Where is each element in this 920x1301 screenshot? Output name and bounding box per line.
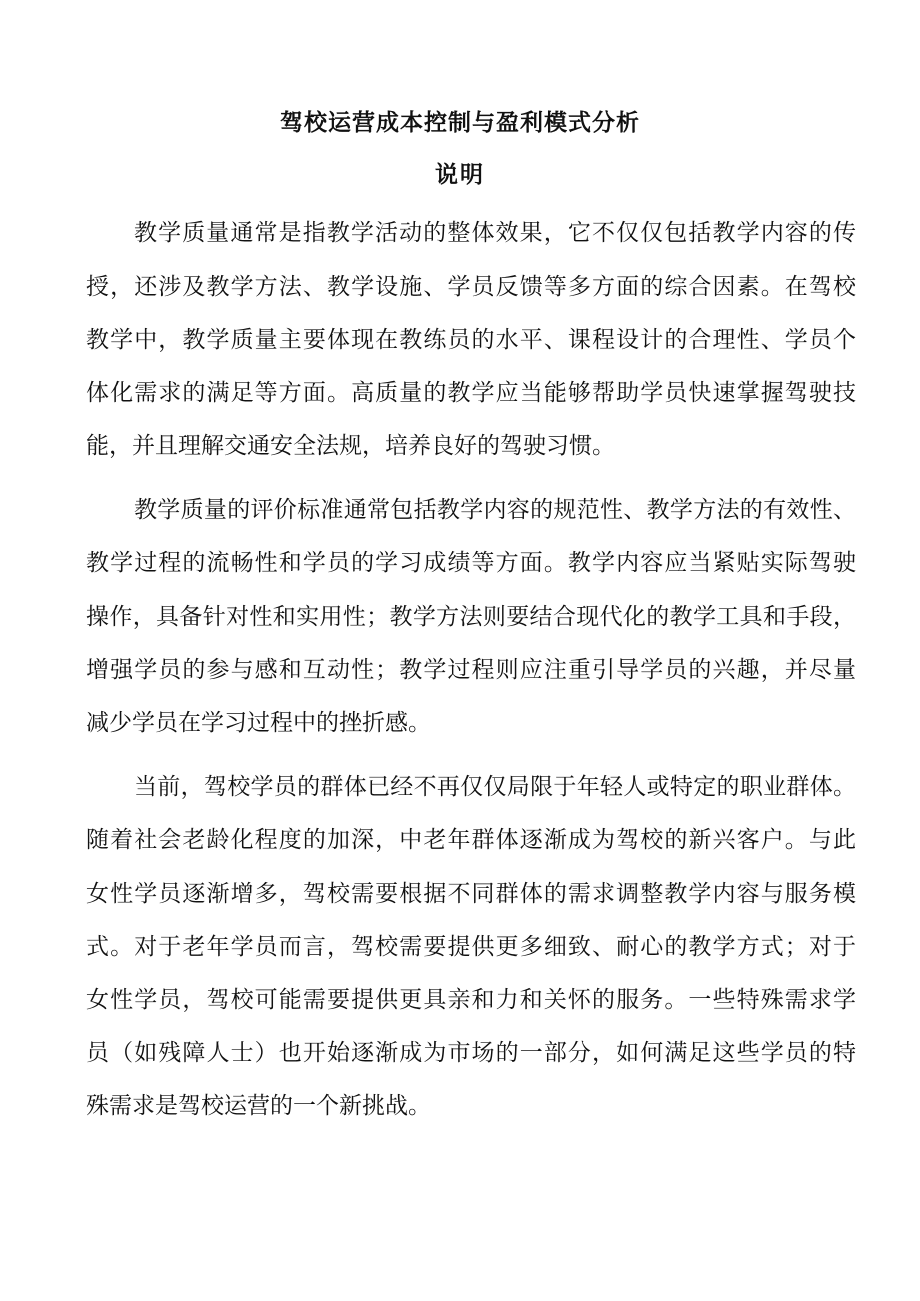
paragraph-line: 体化需求的满足等方面。高质量的教学应当能够帮助学员快速掌握驾驶技 [86, 380, 856, 406]
paragraph-line: 女性学员逐渐增多，驾校需要根据不同群体的需求调整教学内容与服务模 [86, 881, 856, 907]
paragraph-line: 操作，具备针对性和实用性；教学方法则要结合现代化的教学工具和手段， [86, 604, 856, 630]
paragraph-line: 当前，驾校学员的群体已经不再仅仅局限于年轻人或特定的职业群体。 [134, 774, 856, 800]
paragraph-line: 随着社会老龄化程度的加深，中老年群体逐渐成为驾校的新兴客户。与此 [86, 827, 856, 853]
paragraph-line: 减少学员在学习过程中的挫折感。 [86, 710, 431, 736]
paragraph-line: 教学中，教学质量主要体现在教练员的水平、课程设计的合理性、学员个 [86, 327, 856, 353]
paragraph-line: 女性学员，驾校可能需要提供更具亲和力和关怀的服务。一些特殊需求学 [86, 987, 856, 1013]
paragraph-line: 教学质量通常是指教学活动的整体效果，它不仅仅包括教学内容的传 [134, 220, 856, 246]
paragraph-line: 殊需求是驾校运营的一个新挑战。 [86, 1093, 431, 1119]
paragraph-line: 能，并且理解交通安全法规，培养良好的驾驶习惯。 [86, 433, 615, 459]
paragraph-line: 员（如残障人士）也开始逐渐成为市场的一部分，如何满足这些学员的特 [86, 1040, 856, 1066]
paragraph-line: 授，还涉及教学方法、教学设施、学员反馈等多方面的综合因素。在驾校 [86, 274, 856, 300]
paragraph-line: 式。对于老年学员而言，驾校需要提供更多细致、耐心的教学方式；对于 [86, 934, 856, 960]
document-subtitle: 说明 [435, 161, 485, 188]
document-title: 驾校运营成本控制与盈利模式分析 [280, 109, 640, 136]
paragraph-line: 教学过程的流畅性和学员的学习成绩等方面。教学内容应当紧贴实际驾驶 [86, 550, 856, 576]
paragraph-line: 教学质量的评价标准通常包括教学内容的规范性、教学方法的有效性、 [134, 497, 856, 523]
paragraph-line: 增强学员的参与感和互动性；教学过程则应注重引导学员的兴趣，并尽量 [86, 657, 856, 683]
